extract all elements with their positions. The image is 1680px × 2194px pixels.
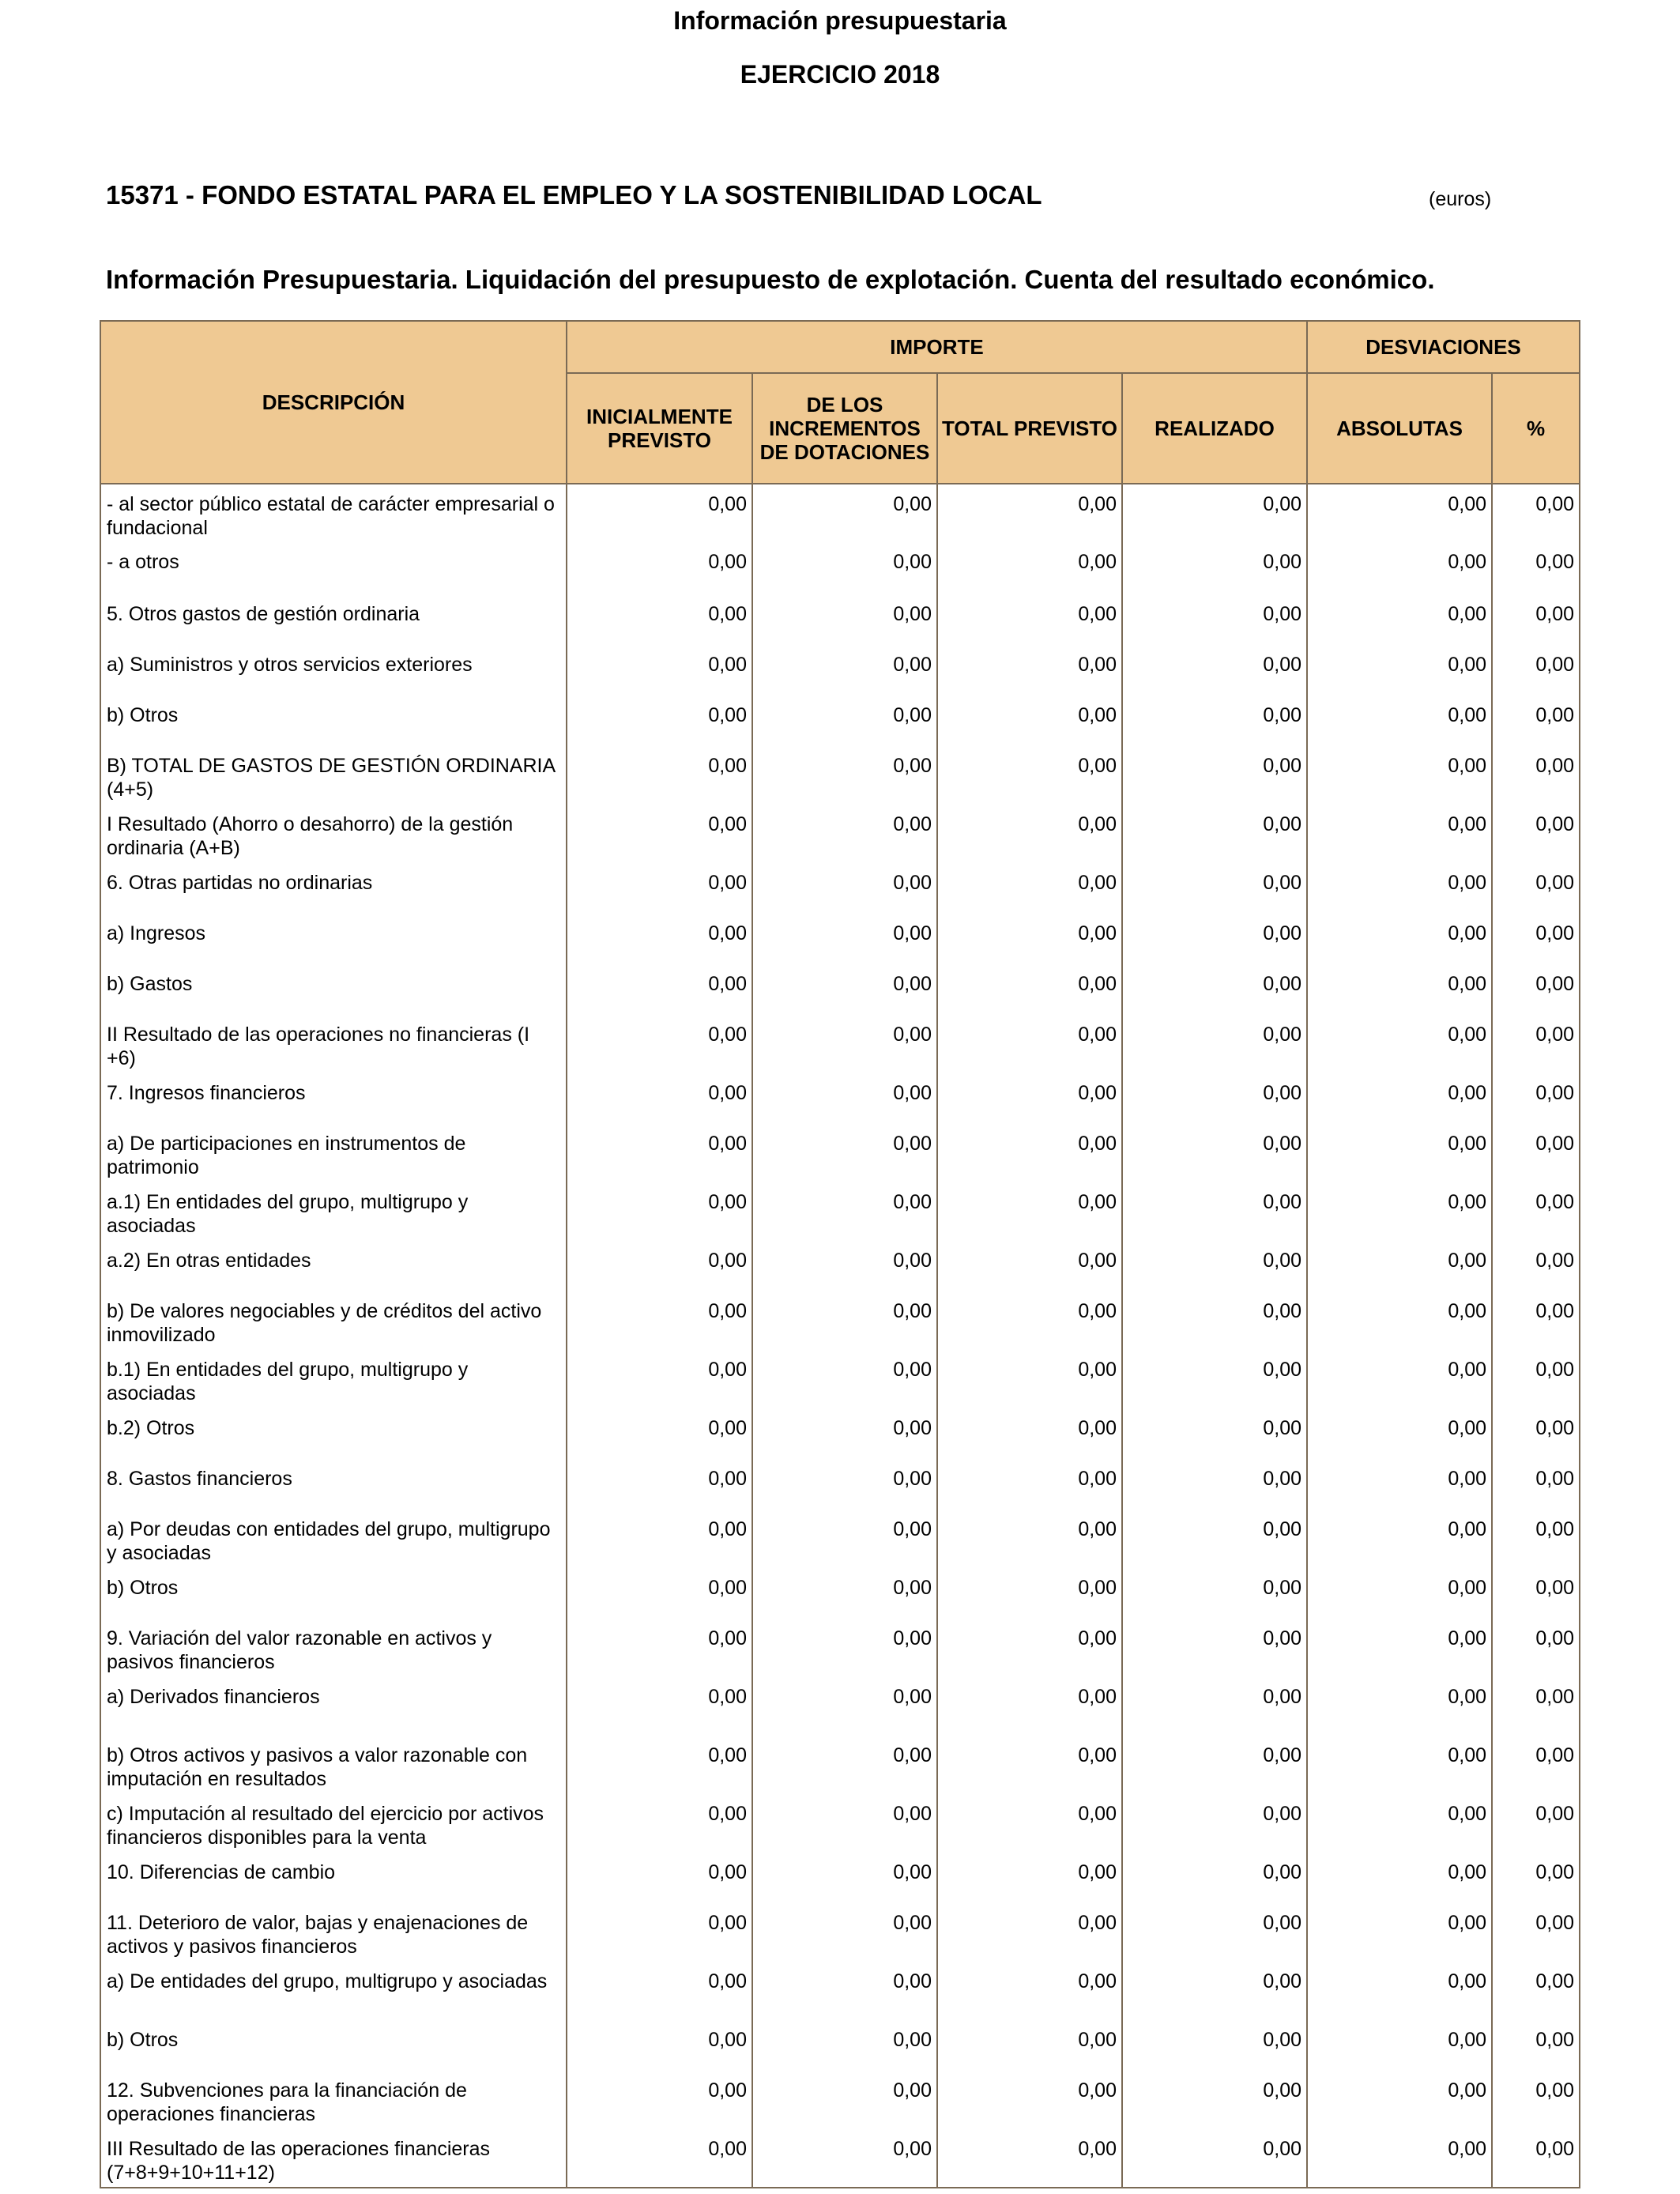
column-header-descripcion: DESCRIPCIÓN [100, 321, 567, 484]
cell-total-previsto: 0,00 [937, 1736, 1122, 1794]
cell-total-previsto: 0,00 [937, 1794, 1122, 1853]
row-description: b.1) En entidades del grupo, multigrupo y asociadas [100, 1350, 567, 1408]
cell-realizado: 0,00 [1122, 1241, 1307, 1291]
currency-unit: (euros) [1429, 188, 1492, 210]
group-header-desviaciones: DESVIACIONES [1307, 321, 1580, 373]
cell-total-previsto: 0,00 [937, 964, 1122, 1015]
cell-absolutas: 0,00 [1307, 1015, 1492, 1073]
table-row [100, 1736, 1580, 1794]
cell-realizado: 0,00 [1122, 2071, 1307, 2129]
cell-incrementos-dotaciones: 0,00 [752, 1459, 937, 1510]
table-row [100, 1903, 1580, 1962]
cell-absolutas: 0,00 [1307, 1619, 1492, 1677]
cell-incrementos-dotaciones: 0,00 [752, 645, 937, 696]
table-row [100, 1853, 1580, 1903]
cell-total-previsto: 0,00 [937, 645, 1122, 696]
cell-incrementos-dotaciones: 0,00 [752, 2020, 937, 2071]
cell-porcentaje: 0,00 [1492, 746, 1580, 805]
row-description: a) De participaciones en instrumentos de patrimonio [100, 1124, 567, 1182]
cell-porcentaje: 0,00 [1492, 542, 1580, 594]
table-row [100, 696, 1580, 746]
cell-incrementos-dotaciones: 0,00 [752, 1736, 937, 1794]
cell-porcentaje: 0,00 [1492, 964, 1580, 1015]
cell-inicialmente-previsto: 0,00 [567, 484, 752, 542]
cell-realizado: 0,00 [1122, 805, 1307, 863]
cell-incrementos-dotaciones: 0,00 [752, 1182, 937, 1241]
cell-total-previsto: 0,00 [937, 696, 1122, 746]
cell-incrementos-dotaciones: 0,00 [752, 1619, 937, 1677]
cell-total-previsto: 0,00 [937, 1124, 1122, 1182]
cell-incrementos-dotaciones: 0,00 [752, 1510, 937, 1568]
cell-total-previsto: 0,00 [937, 1619, 1122, 1677]
cell-inicialmente-previsto: 0,00 [567, 1073, 752, 1124]
cell-total-previsto: 0,00 [937, 594, 1122, 645]
cell-porcentaje: 0,00 [1492, 1350, 1580, 1408]
cell-porcentaje: 0,00 [1492, 805, 1580, 863]
cell-realizado: 0,00 [1122, 645, 1307, 696]
cell-incrementos-dotaciones: 0,00 [752, 863, 937, 914]
cell-incrementos-dotaciones: 0,00 [752, 1853, 937, 1903]
cell-porcentaje: 0,00 [1492, 1677, 1580, 1736]
cell-porcentaje: 0,00 [1492, 1459, 1580, 1510]
cell-absolutas: 0,00 [1307, 1241, 1492, 1291]
row-description: II Resultado de las operaciones no financieras (I +6) [100, 1015, 567, 1073]
row-description: a.1) En entidades del grupo, multigrupo y asociadas [100, 1182, 567, 1241]
cell-realizado: 0,00 [1122, 1853, 1307, 1903]
cell-incrementos-dotaciones: 0,00 [752, 746, 937, 805]
table-row [100, 805, 1580, 863]
cell-total-previsto: 0,00 [937, 1015, 1122, 1073]
cell-realizado: 0,00 [1122, 1408, 1307, 1459]
column-header-absolutas: ABSOLUTAS [1307, 373, 1492, 484]
cell-total-previsto: 0,00 [937, 914, 1122, 964]
row-description: a) Por deudas con entidades del grupo, multigrupo y asociadas [100, 1510, 567, 1568]
cell-absolutas: 0,00 [1307, 594, 1492, 645]
cell-realizado: 0,00 [1122, 1459, 1307, 1510]
cell-realizado: 0,00 [1122, 1736, 1307, 1794]
group-header-importe: IMPORTE [567, 321, 1307, 373]
cell-inicialmente-previsto: 0,00 [567, 1736, 752, 1794]
cell-porcentaje: 0,00 [1492, 1962, 1580, 2020]
cell-porcentaje: 0,00 [1492, 863, 1580, 914]
cell-porcentaje: 0,00 [1492, 1015, 1580, 1073]
cell-inicialmente-previsto: 0,00 [567, 696, 752, 746]
cell-porcentaje: 0,00 [1492, 1241, 1580, 1291]
cell-incrementos-dotaciones: 0,00 [752, 1408, 937, 1459]
table-row [100, 2129, 1580, 2188]
cell-total-previsto: 0,00 [937, 2071, 1122, 2129]
cell-absolutas: 0,00 [1307, 542, 1492, 594]
cell-absolutas: 0,00 [1307, 1350, 1492, 1408]
row-description: b) De valores negociables y de créditos del activo inmovilizado [100, 1291, 567, 1350]
table-row [100, 1015, 1580, 1073]
cell-total-previsto: 0,00 [937, 1568, 1122, 1619]
cell-porcentaje: 0,00 [1492, 696, 1580, 746]
cell-absolutas: 0,00 [1307, 2071, 1492, 2129]
cell-absolutas: 0,00 [1307, 696, 1492, 746]
cell-realizado: 0,00 [1122, 542, 1307, 594]
cell-incrementos-dotaciones: 0,00 [752, 964, 937, 1015]
cell-inicialmente-previsto: 0,00 [567, 1903, 752, 1962]
cell-total-previsto: 0,00 [937, 1073, 1122, 1124]
cell-inicialmente-previsto: 0,00 [567, 1241, 752, 1291]
row-description: 9. Variación del valor razonable en activos y pasivos financieros [100, 1619, 567, 1677]
table-row [100, 1291, 1580, 1350]
table-row [100, 1568, 1580, 1619]
cell-inicialmente-previsto: 0,00 [567, 1459, 752, 1510]
cell-porcentaje: 0,00 [1492, 1736, 1580, 1794]
cell-inicialmente-previsto: 0,00 [567, 1568, 752, 1619]
page-title: Información presupuestaria [673, 6, 1007, 35]
cell-absolutas: 0,00 [1307, 2020, 1492, 2071]
cell-absolutas: 0,00 [1307, 1510, 1492, 1568]
table-row [100, 1962, 1580, 2020]
table-row [100, 1241, 1580, 1291]
cell-total-previsto: 0,00 [937, 746, 1122, 805]
cell-incrementos-dotaciones: 0,00 [752, 2129, 937, 2188]
cell-realizado: 0,00 [1122, 1619, 1307, 1677]
cell-incrementos-dotaciones: 0,00 [752, 805, 937, 863]
cell-total-previsto: 0,00 [937, 2129, 1122, 2188]
table-row [100, 1677, 1580, 1736]
table-row [100, 1459, 1580, 1510]
cell-inicialmente-previsto: 0,00 [567, 2129, 752, 2188]
cell-porcentaje: 0,00 [1492, 1619, 1580, 1677]
cell-porcentaje: 0,00 [1492, 645, 1580, 696]
row-description: I Resultado (Ahorro o desahorro) de la gestión ordinaria (A+B) [100, 805, 567, 863]
cell-incrementos-dotaciones: 0,00 [752, 914, 937, 964]
cell-incrementos-dotaciones: 0,00 [752, 1291, 937, 1350]
cell-realizado: 0,00 [1122, 484, 1307, 542]
cell-inicialmente-previsto: 0,00 [567, 746, 752, 805]
row-description: b) Otros [100, 1568, 567, 1619]
cell-absolutas: 0,00 [1307, 2129, 1492, 2188]
cell-absolutas: 0,00 [1307, 1073, 1492, 1124]
row-description: b) Otros activos y pasivos a valor razonable con imputación en resultados [100, 1736, 567, 1794]
cell-inicialmente-previsto: 0,00 [567, 1350, 752, 1408]
table-row [100, 1510, 1580, 1568]
cell-incrementos-dotaciones: 0,00 [752, 1241, 937, 1291]
table-row [100, 542, 1580, 594]
column-header-incrementos-dotaciones: DE LOS INCREMENTOS DE DOTACIONES [752, 373, 937, 484]
cell-absolutas: 0,00 [1307, 746, 1492, 805]
cell-absolutas: 0,00 [1307, 1962, 1492, 2020]
cell-incrementos-dotaciones: 0,00 [752, 1962, 937, 2020]
row-description: a.2) En otras entidades [100, 1241, 567, 1291]
cell-incrementos-dotaciones: 0,00 [752, 1124, 937, 1182]
cell-porcentaje: 0,00 [1492, 914, 1580, 964]
cell-total-previsto: 0,00 [937, 2020, 1122, 2071]
cell-total-previsto: 0,00 [937, 1291, 1122, 1350]
cell-porcentaje: 0,00 [1492, 594, 1580, 645]
cell-absolutas: 0,00 [1307, 1794, 1492, 1853]
budget-table [100, 320, 1580, 2188]
cell-realizado: 0,00 [1122, 1124, 1307, 1182]
cell-realizado: 0,00 [1122, 1510, 1307, 1568]
cell-incrementos-dotaciones: 0,00 [752, 1903, 937, 1962]
cell-absolutas: 0,00 [1307, 1291, 1492, 1350]
cell-porcentaje: 0,00 [1492, 1291, 1580, 1350]
cell-incrementos-dotaciones: 0,00 [752, 1568, 937, 1619]
cell-inicialmente-previsto: 0,00 [567, 1794, 752, 1853]
cell-total-previsto: 0,00 [937, 863, 1122, 914]
cell-inicialmente-previsto: 0,00 [567, 1619, 752, 1677]
cell-incrementos-dotaciones: 0,00 [752, 2071, 937, 2129]
cell-inicialmente-previsto: 0,00 [567, 863, 752, 914]
cell-porcentaje: 0,00 [1492, 1510, 1580, 1568]
cell-total-previsto: 0,00 [937, 1853, 1122, 1903]
cell-incrementos-dotaciones: 0,00 [752, 696, 937, 746]
entity-title: 15371 - FONDO ESTATAL PARA EL EMPLEO Y LA SOSTENIBILIDAD LOCAL [106, 180, 1042, 209]
cell-incrementos-dotaciones: 0,00 [752, 1350, 937, 1408]
cell-inicialmente-previsto: 0,00 [567, 1510, 752, 1568]
table-row [100, 594, 1580, 645]
cell-absolutas: 0,00 [1307, 1408, 1492, 1459]
cell-incrementos-dotaciones: 0,00 [752, 1015, 937, 1073]
cell-total-previsto: 0,00 [937, 1241, 1122, 1291]
cell-realizado: 0,00 [1122, 1350, 1307, 1408]
cell-porcentaje: 0,00 [1492, 1903, 1580, 1962]
cell-incrementos-dotaciones: 0,00 [752, 1794, 937, 1853]
row-description: b) Gastos [100, 964, 567, 1015]
cell-inicialmente-previsto: 0,00 [567, 805, 752, 863]
table-row [100, 1073, 1580, 1124]
cell-realizado: 0,00 [1122, 1962, 1307, 2020]
cell-porcentaje: 0,00 [1492, 1124, 1580, 1182]
cell-inicialmente-previsto: 0,00 [567, 1408, 752, 1459]
row-description: - a otros [100, 542, 567, 594]
cell-realizado: 0,00 [1122, 863, 1307, 914]
cell-inicialmente-previsto: 0,00 [567, 645, 752, 696]
row-description: 12. Subvenciones para la financiación de operaciones financieras [100, 2071, 567, 2129]
row-description: c) Imputación al resultado del ejercicio por activos financieros disponibles para la venta [100, 1794, 567, 1853]
row-description: 10. Diferencias de cambio [100, 1853, 567, 1903]
table-row [100, 1124, 1580, 1182]
cell-realizado: 0,00 [1122, 964, 1307, 1015]
cell-realizado: 0,00 [1122, 2129, 1307, 2188]
cell-inicialmente-previsto: 0,00 [567, 1291, 752, 1350]
cell-absolutas: 0,00 [1307, 1459, 1492, 1510]
cell-total-previsto: 0,00 [937, 1962, 1122, 2020]
column-header-porcentaje: % [1492, 373, 1580, 484]
cell-total-previsto: 0,00 [937, 805, 1122, 863]
cell-inicialmente-previsto: 0,00 [567, 2071, 752, 2129]
table-row [100, 2020, 1580, 2071]
cell-porcentaje: 0,00 [1492, 2129, 1580, 2188]
cell-realizado: 0,00 [1122, 2020, 1307, 2071]
cell-total-previsto: 0,00 [937, 484, 1122, 542]
table-row [100, 1182, 1580, 1241]
section-title: Información Presupuestaria. Liquidación del presupuesto de explotación. Cuenta del resultado económico. [106, 265, 1435, 294]
cell-inicialmente-previsto: 0,00 [567, 1962, 752, 2020]
column-header-realizado: REALIZADO [1122, 373, 1307, 484]
table-row [100, 1619, 1580, 1677]
cell-incrementos-dotaciones: 0,00 [752, 484, 937, 542]
cell-inicialmente-previsto: 0,00 [567, 1124, 752, 1182]
row-description: B) TOTAL DE GASTOS DE GESTIÓN ORDINARIA (4+5) [100, 746, 567, 805]
cell-incrementos-dotaciones: 0,00 [752, 594, 937, 645]
table-row [100, 1794, 1580, 1853]
cell-total-previsto: 0,00 [937, 542, 1122, 594]
cell-inicialmente-previsto: 0,00 [567, 594, 752, 645]
cell-absolutas: 0,00 [1307, 1677, 1492, 1736]
cell-inicialmente-previsto: 0,00 [567, 1677, 752, 1736]
cell-incrementos-dotaciones: 0,00 [752, 1073, 937, 1124]
cell-realizado: 0,00 [1122, 1677, 1307, 1736]
cell-inicialmente-previsto: 0,00 [567, 2020, 752, 2071]
cell-realizado: 0,00 [1122, 1568, 1307, 1619]
cell-absolutas: 0,00 [1307, 805, 1492, 863]
table-row [100, 863, 1580, 914]
exercise-year: EJERCICIO 2018 [740, 60, 940, 89]
row-description: a) Suministros y otros servicios exteriores [100, 645, 567, 696]
cell-porcentaje: 0,00 [1492, 1568, 1580, 1619]
cell-inicialmente-previsto: 0,00 [567, 914, 752, 964]
row-description: 5. Otros gastos de gestión ordinaria [100, 594, 567, 645]
cell-porcentaje: 0,00 [1492, 1794, 1580, 1853]
cell-inicialmente-previsto: 0,00 [567, 1015, 752, 1073]
table-header [100, 321, 1580, 484]
cell-total-previsto: 0,00 [937, 1903, 1122, 1962]
row-description: 11. Deterioro de valor, bajas y enajenaciones de activos y pasivos financieros [100, 1903, 567, 1962]
table-row [100, 1350, 1580, 1408]
cell-inicialmente-previsto: 0,00 [567, 1182, 752, 1241]
cell-absolutas: 0,00 [1307, 1182, 1492, 1241]
cell-realizado: 0,00 [1122, 696, 1307, 746]
cell-total-previsto: 0,00 [937, 1510, 1122, 1568]
cell-absolutas: 0,00 [1307, 1568, 1492, 1619]
cell-total-previsto: 0,00 [937, 1408, 1122, 1459]
cell-absolutas: 0,00 [1307, 1736, 1492, 1794]
column-header-inicialmente-previsto: INICIALMENTE PREVISTO [567, 373, 752, 484]
row-description: 6. Otras partidas no ordinarias [100, 863, 567, 914]
column-header-total-previsto: TOTAL PREVISTO [937, 373, 1122, 484]
cell-absolutas: 0,00 [1307, 1853, 1492, 1903]
cell-inicialmente-previsto: 0,00 [567, 1853, 752, 1903]
cell-porcentaje: 0,00 [1492, 1408, 1580, 1459]
cell-total-previsto: 0,00 [937, 1350, 1122, 1408]
row-description: a) Ingresos [100, 914, 567, 964]
cell-realizado: 0,00 [1122, 1015, 1307, 1073]
table-row [100, 914, 1580, 964]
cell-incrementos-dotaciones: 0,00 [752, 542, 937, 594]
row-description: 7. Ingresos financieros [100, 1073, 567, 1124]
cell-realizado: 0,00 [1122, 914, 1307, 964]
row-description: b.2) Otros [100, 1408, 567, 1459]
cell-absolutas: 0,00 [1307, 964, 1492, 1015]
row-description: III Resultado de las operaciones financieras (7+8+9+10+11+12) [100, 2129, 567, 2188]
table-row [100, 964, 1580, 1015]
cell-absolutas: 0,00 [1307, 1124, 1492, 1182]
cell-realizado: 0,00 [1122, 1073, 1307, 1124]
cell-realizado: 0,00 [1122, 1794, 1307, 1853]
cell-total-previsto: 0,00 [937, 1459, 1122, 1510]
table-row [100, 1408, 1580, 1459]
cell-absolutas: 0,00 [1307, 484, 1492, 542]
table-row [100, 2071, 1580, 2129]
cell-porcentaje: 0,00 [1492, 2020, 1580, 2071]
cell-incrementos-dotaciones: 0,00 [752, 1677, 937, 1736]
cell-total-previsto: 0,00 [937, 1182, 1122, 1241]
table-body [100, 484, 1580, 2188]
cell-realizado: 0,00 [1122, 1182, 1307, 1241]
row-description: 8. Gastos financieros [100, 1459, 567, 1510]
cell-realizado: 0,00 [1122, 1903, 1307, 1962]
cell-inicialmente-previsto: 0,00 [567, 542, 752, 594]
cell-realizado: 0,00 [1122, 1291, 1307, 1350]
table-row [100, 645, 1580, 696]
cell-porcentaje: 0,00 [1492, 1182, 1580, 1241]
cell-porcentaje: 0,00 [1492, 2071, 1580, 2129]
cell-porcentaje: 0,00 [1492, 1073, 1580, 1124]
row-description: b) Otros [100, 696, 567, 746]
row-description: a) Derivados financieros [100, 1677, 567, 1736]
cell-absolutas: 0,00 [1307, 914, 1492, 964]
row-description: b) Otros [100, 2020, 567, 2071]
cell-total-previsto: 0,00 [937, 1677, 1122, 1736]
cell-inicialmente-previsto: 0,00 [567, 964, 752, 1015]
cell-absolutas: 0,00 [1307, 1903, 1492, 1962]
table-row [100, 484, 1580, 542]
table-row [100, 746, 1580, 805]
cell-realizado: 0,00 [1122, 594, 1307, 645]
cell-realizado: 0,00 [1122, 746, 1307, 805]
cell-porcentaje: 0,00 [1492, 1853, 1580, 1903]
cell-absolutas: 0,00 [1307, 645, 1492, 696]
cell-porcentaje: 0,00 [1492, 484, 1580, 542]
row-description: a) De entidades del grupo, multigrupo y asociadas [100, 1962, 567, 2020]
row-description: - al sector público estatal de carácter empresarial o fundacional [100, 484, 567, 542]
cell-absolutas: 0,00 [1307, 863, 1492, 914]
